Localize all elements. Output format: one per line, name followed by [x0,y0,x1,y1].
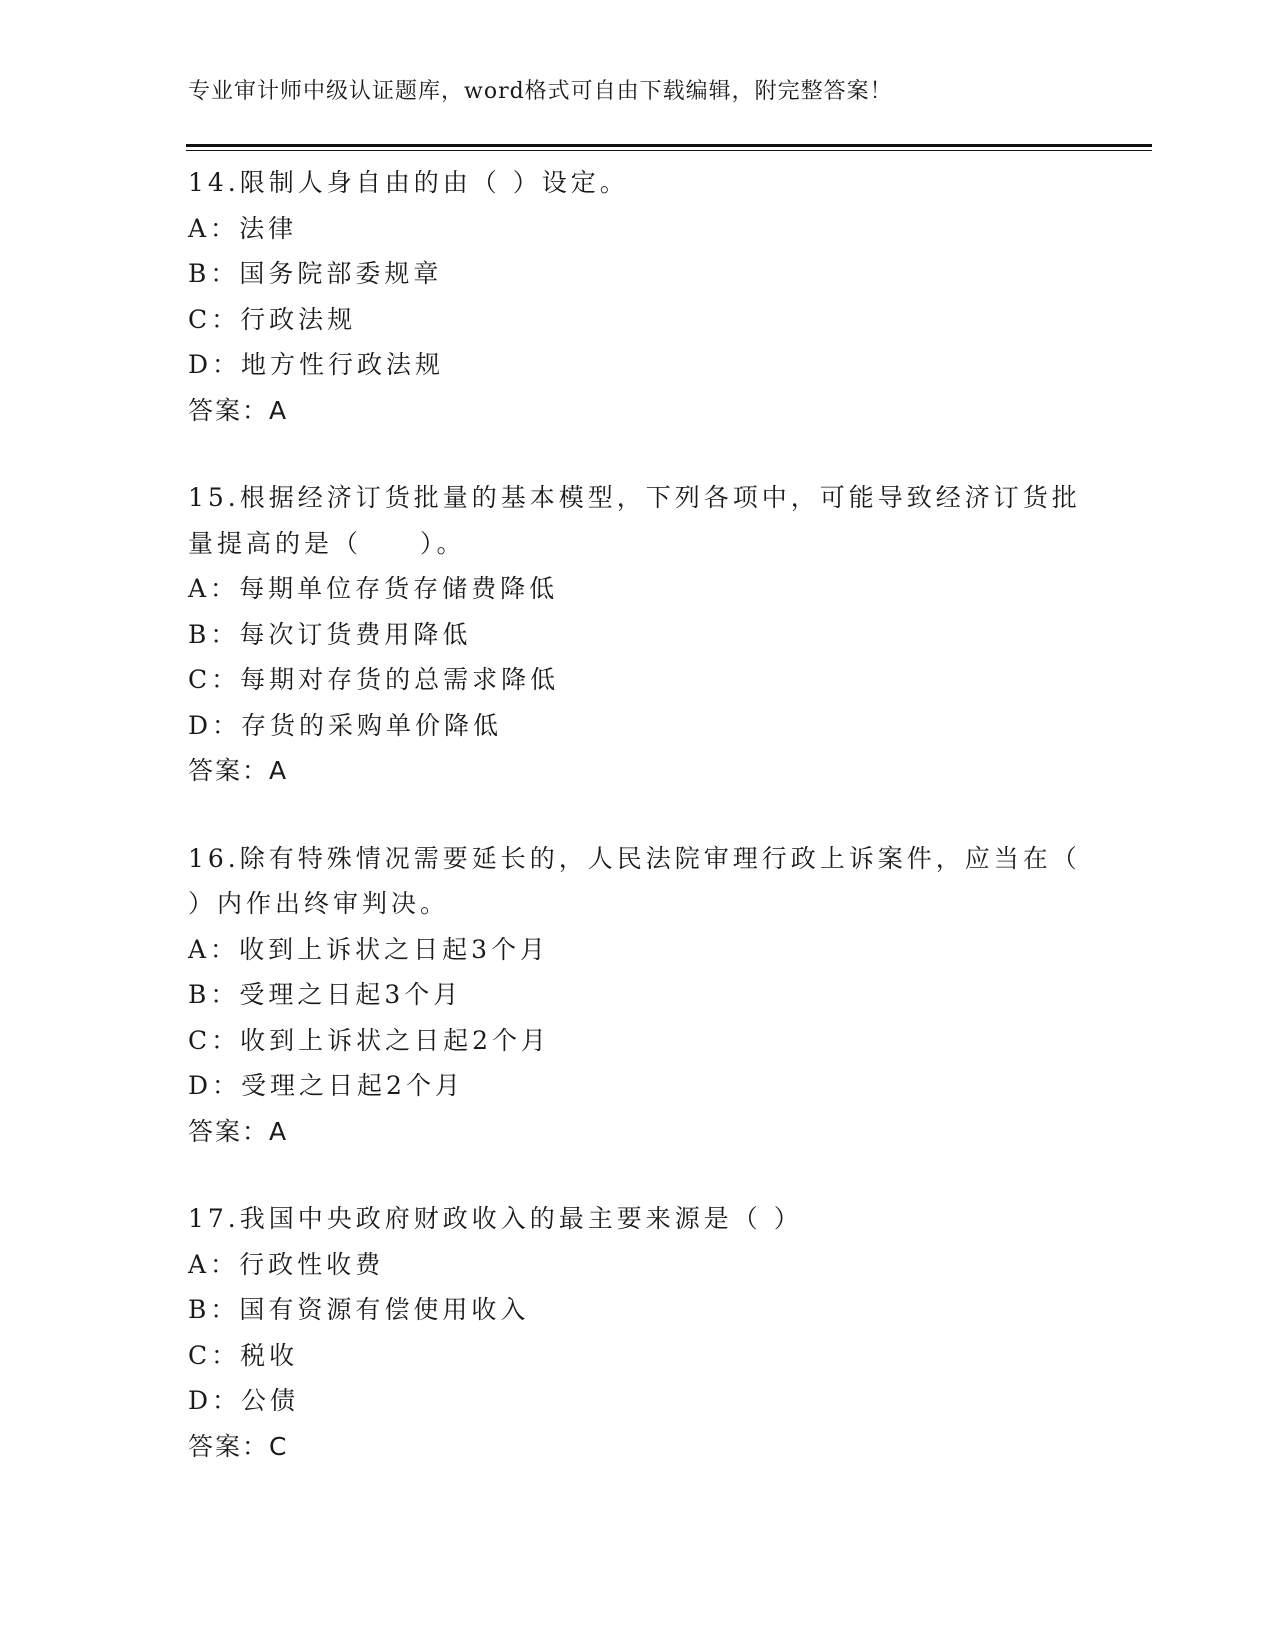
answer-label: 答案： [188,395,270,425]
option-text: 每次订货费用降低 [239,619,472,649]
option-b [188,251,1088,297]
option-b [188,612,1088,658]
option-c [188,1333,1088,1379]
option-d [188,1378,1088,1424]
option-key: B： [188,980,240,1009]
option-key: D： [188,710,242,740]
answer-label: 答案： [188,1431,270,1461]
answer-line [188,748,1088,794]
answer-value: A [269,756,289,785]
answer-line [188,388,1088,434]
answer-line [188,1109,1088,1155]
option-text: 受理之日起2个月 [241,1071,464,1100]
option-a [188,206,1088,252]
question-15 [188,475,1088,794]
question-stem-line-1: 15.根据经济订货批量的基本模型，下列各项中，可能导致经济订货批 [188,483,1081,512]
question-list [188,160,1088,1511]
option-b [188,972,1088,1018]
option-c [188,297,1088,343]
header-rule-thick [186,144,1152,147]
question-stem-line-2: 量提高的是（ ）。 [188,528,466,558]
option-text: 收到上诉状之日起2个月 [240,1025,551,1055]
question-stem-line-1: 16.除有特殊情况需要延长的，人民法院审理行政上诉案件，应当在（ [188,843,1081,873]
question-stem: 14.限制人身自由的由（ ）设定。 [188,168,629,197]
answer-line [188,1424,1088,1470]
question-stem: 17.我国中央政府财政收入的最主要来源是（ ） [188,1204,803,1233]
question-16 [188,836,1088,1155]
option-key: A： [188,1249,240,1279]
header-rule-thin [186,150,1152,151]
option-text: 行政法规 [240,304,357,334]
option-key: B： [188,1295,240,1324]
option-c [188,1018,1088,1064]
option-text: 每期单位存货存储费降低 [239,574,559,603]
option-text: 受理之日起3个月 [239,980,463,1009]
option-d [188,703,1088,749]
option-text: 国务院部委规章 [239,259,443,288]
question-stem-line-2: ）内作出终审判决。 [188,889,450,918]
option-text: 每期对存货的总需求降低 [240,665,560,694]
option-key: C： [188,304,241,334]
answer-value: A [269,1116,289,1146]
option-c [188,657,1088,703]
option-text: 法律 [239,213,298,243]
answer-value: C [269,1431,289,1461]
option-key: D： [188,1386,242,1415]
question-17 [188,1196,1088,1469]
option-key: C： [188,1340,241,1370]
option-a [188,1242,1088,1288]
option-key: B： [188,619,240,649]
option-key: A： [188,934,240,964]
answer-label: 答案： [188,1116,270,1146]
option-d [188,1063,1088,1109]
option-text: 公债 [241,1386,300,1415]
answer-value: A [269,395,289,425]
option-key: A： [188,213,240,243]
option-text: 收到上诉状之日起3个月 [239,934,549,964]
option-text: 国有资源有偿使用收入 [239,1295,530,1324]
option-key: C： [188,1025,241,1055]
option-key: D： [188,1071,242,1100]
option-b [188,1287,1088,1333]
option-text: 存货的采购单价降低 [241,710,503,740]
option-key: C： [188,665,241,694]
option-d [188,342,1088,388]
question-14 [188,160,1088,433]
option-text: 行政性收费 [239,1249,385,1279]
option-a [188,566,1088,612]
option-a [188,927,1088,973]
option-key: D： [188,350,242,379]
option-text: 税收 [240,1340,299,1370]
option-key: A： [188,574,240,603]
header-note: 专业审计师中级认证题库，word格式可自由下载编辑，附完整答案！ [188,79,893,104]
option-key: B： [188,259,240,288]
option-text: 地方性行政法规 [241,350,445,379]
answer-label: 答案： [188,756,270,785]
